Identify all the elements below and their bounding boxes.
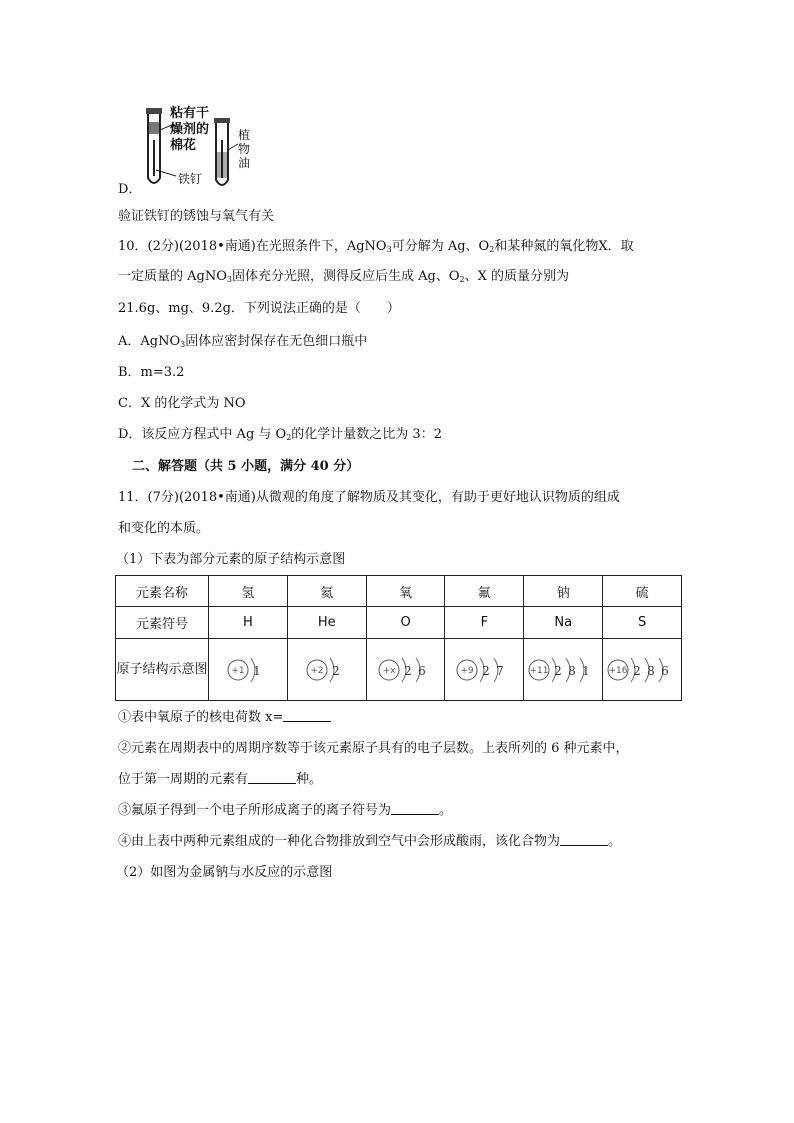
atom-diagram-s (603, 639, 682, 701)
q9-option-d-text: 验证铁钉的锈蚀与氧气有关 (118, 209, 275, 224)
atom-diagram-o (366, 639, 445, 701)
table-row-diagrams (116, 639, 682, 701)
electron-count: 2 (554, 663, 563, 678)
element-table (115, 575, 682, 701)
electron-count: 2 (331, 663, 340, 678)
answer-blank-4[interactable] (560, 833, 608, 846)
nucleus-charge: +11 (529, 665, 549, 676)
element-symbol-s: S (603, 607, 682, 639)
table-row-symbols (116, 607, 682, 639)
answer-blank-3[interactable] (391, 802, 439, 815)
element-symbol-f: F (445, 607, 524, 639)
q11-intro-line1: 11．(7分)(2018•南通)从微观的角度了解物质及其变化，有助于更好地认识物质的组成 (118, 490, 620, 505)
nucleus-charge: +2 (310, 665, 324, 676)
nucleus-charge: +9 (460, 665, 475, 676)
q10-option-d: D．该反应方程式中 Ag 与 $O_2$的化学计量数之比为 3：2 (118, 427, 442, 442)
atom-svg (226, 652, 270, 688)
row-header-symbol: 元素符号 (116, 607, 209, 639)
section-title: 二、解答题（共 5 小题，满分 40 分） (132, 459, 360, 474)
element-symbol-o: O (366, 607, 445, 639)
q11-part2: （2）如图为金属钠与水反应的示意图 (116, 865, 333, 880)
q11-sub3: ③氟原子得到一个电子所形成离子的离子符号为 。 (118, 803, 453, 818)
element-name-h: 氢 (209, 576, 288, 607)
q10-option-b: B．m=3.2 (118, 365, 185, 380)
atom-svg (606, 652, 678, 688)
label-left-bottom: 棉花 (170, 138, 197, 153)
answer-blank-2[interactable] (248, 771, 296, 784)
atom-diagram-he (287, 639, 366, 701)
q10-line3: 21.6g、mg、9.2g．下列说法正确的是（ ） (118, 301, 400, 316)
q9-option-d-label: D． (118, 182, 142, 197)
atom-svg (377, 652, 435, 688)
q10-option-a: A．AgNO$_3$固体应密封保存在无色细口瓶中 (118, 334, 368, 349)
element-symbol-h: H (209, 607, 288, 639)
atom-svg (305, 652, 349, 688)
label-left-top: 粘有干 (170, 106, 210, 121)
electron-count: 1 (253, 663, 261, 678)
q11-sub2-line1: ②元素在周期表中的周期序数等于该元素原子具有的电子层数。上表所列的 6 种元素中， (118, 741, 629, 756)
electron-count: 6 (661, 663, 669, 678)
nucleus-charge: +x (382, 665, 395, 676)
q11-sub2-line2: 位于第一周期的元素有 种。 (118, 772, 323, 787)
electron-count: 8 (568, 663, 577, 678)
row-header-name: 元素名称 (116, 576, 209, 607)
test-tube-figure (140, 100, 265, 190)
electron-count: 2 (403, 663, 412, 678)
element-name-s: 硫 (603, 576, 682, 607)
atom-diagram-h (209, 639, 288, 701)
element-name-o: 氧 (366, 576, 445, 607)
q11-part1: （1）下表为部分元素的原子结构示意图 (116, 552, 346, 567)
element-symbol-na: Na (524, 607, 603, 639)
electron-count: 8 (647, 663, 655, 678)
nucleus-charge: +16 (608, 665, 628, 676)
q11-sub4: ④由上表中两种元素组成的一种化合物排放到空气中会形成酸雨，该化合物为 。 (118, 834, 622, 849)
label-nail: 铁钉 (178, 172, 203, 186)
label-oil: 植物油 (238, 128, 251, 170)
q10-line2: 一定质量的 AgNO$_3$固体充分光照，测得反应后生成 Ag、$O_2$、X 的质量分别为 (118, 269, 569, 284)
nucleus-charge: +1 (231, 665, 245, 676)
atom-svg (527, 652, 599, 688)
label-left-mid: 燥剂的 (170, 122, 210, 137)
q11-intro-line2: 和变化的本质。 (118, 521, 210, 536)
q10-option-c: C．X 的化学式为 NO (118, 396, 246, 411)
electron-count: 6 (417, 663, 426, 678)
table-row-names (116, 576, 682, 607)
electron-count: 1 (582, 663, 591, 678)
electron-count: 2 (633, 663, 641, 678)
atom-diagram-f (445, 639, 524, 701)
element-name-f: 氟 (445, 576, 524, 607)
electron-count: 7 (496, 663, 505, 678)
atom-svg (455, 652, 513, 688)
answer-blank-1[interactable] (283, 709, 331, 722)
element-name-na: 钠 (524, 576, 603, 607)
element-symbol-he: He (287, 607, 366, 639)
q10-line1: 10．(2分)(2018•南通)在光照条件下，AgNO$_3$可分解为 Ag、$O_2$和某种氮的氧化物X．取 (118, 239, 634, 254)
row-header-diagram: 原子结构示意图 (116, 639, 209, 701)
electron-count: 2 (482, 663, 491, 678)
q11-sub1: ①表中氧原子的核电荷数 x= (118, 709, 331, 727)
element-name-he: 氦 (287, 576, 366, 607)
atom-diagram-na (524, 639, 603, 701)
